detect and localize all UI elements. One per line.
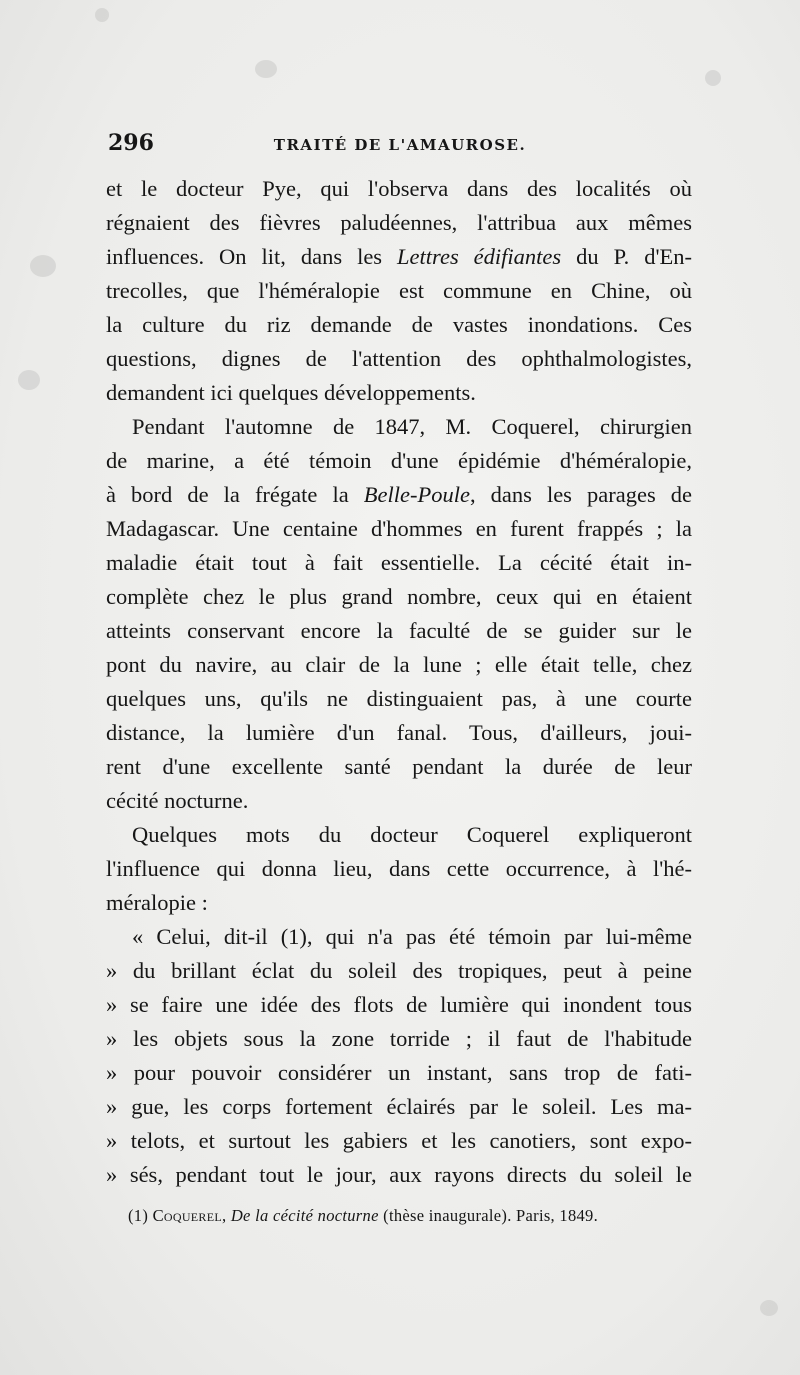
text-line: Pendant l'automne de 1847, M. Coquerel, chirurgien — [132, 414, 692, 439]
text-line: à bord de la frégate la Belle-Poule, dans les parages de — [106, 482, 692, 507]
text-line: et le docteur Pye, qui l'observa dans des localités où — [106, 176, 692, 201]
footnote-marker: (1) — [128, 1206, 149, 1225]
quote-line: » sés, pendant tout le jour, aux rayons directs du soleil le — [106, 1162, 692, 1187]
footnote: (1) Coquerel, De la cécité nocturne (thèse inaugurale). Paris, 1849. — [128, 1206, 599, 1225]
text-line: quelques uns, qu'ils ne distinguaient pas, à une courte — [106, 686, 692, 711]
quote-line: » du brillant éclat du soleil des tropiques, peut à peine — [106, 958, 692, 983]
paper-speck — [30, 255, 56, 277]
running-title: TRAITÉ DE L'AMAUROSE. — [273, 136, 527, 154]
quote-line: » pour pouvoir considérer un instant, sans trop de fati- — [106, 1060, 692, 1085]
text-line: atteints conservant encore la faculté de se guider sur le — [106, 618, 692, 643]
paper-speck — [255, 60, 277, 78]
text-line: méralopie : — [106, 890, 208, 915]
text-line: régnaient des fièvres paludéennes, l'attribua aux mêmes — [106, 210, 692, 235]
text-line: rent d'une excellente santé pendant la durée de leur — [106, 754, 692, 779]
paper-speck — [18, 370, 40, 390]
quote-line: » telots, et surtout les gabiers et les canotiers, sont expo- — [106, 1128, 692, 1153]
footnote-rest: (thèse inaugurale). Paris, 1849. — [383, 1206, 599, 1225]
text-line: la culture du riz demande de vastes inondations. Ces — [106, 312, 692, 337]
text-line: Madagascar. Une centaine d'hommes en furent frappés ; la — [106, 516, 692, 541]
quote-line: « Celui, dit-il (1), qui n'a pas été témoin par lui-même — [132, 924, 692, 949]
page-number: 296 — [108, 130, 154, 156]
quote-line: » se faire une idée des flots de lumière qui inondent tous — [106, 992, 692, 1017]
footnote-title: De la cécité nocturne — [230, 1206, 379, 1225]
text-line: trecolles, que l'héméralopie est commune en Chine, où — [106, 278, 692, 303]
footnote-author: Coquerel — [152, 1206, 222, 1225]
quote-line: » les objets sous la zone torride ; il faut de l'habitude — [106, 1026, 692, 1051]
text-line: influences. On lit, dans les Lettres édifiantes du P. d'En- — [106, 244, 693, 269]
text-line: l'influence qui donna lieu, dans cette occurrence, à l'hé- — [106, 856, 692, 881]
paper-speck — [705, 70, 721, 86]
paper-speck — [760, 1300, 778, 1316]
text-line: pont du navire, au clair de la lune ; elle était telle, chez — [106, 652, 692, 677]
text-line: distance, la lumière d'un fanal. Tous, d'ailleurs, joui- — [106, 720, 692, 745]
text-line: cécité nocturne. — [106, 788, 249, 813]
paper-speck — [95, 8, 109, 22]
text-line: questions, dignes de l'attention des ophthalmologistes, — [106, 346, 692, 371]
text-line: Quelques mots du docteur Coquerel expliqueront — [132, 822, 692, 847]
text-line: demandent ici quelques développements. — [106, 380, 476, 405]
body-text — [106, 172, 692, 1192]
quote-line: » gue, les corps fortement éclairés par le soleil. Les ma- — [106, 1094, 692, 1119]
text-line: maladie était tout à fait essentielle. La cécité était in- — [106, 550, 692, 575]
page-header — [108, 130, 692, 162]
text-line: complète chez le plus grand nombre, ceux qui en étaient — [106, 584, 692, 609]
text-line: de marine, a été témoin d'une épidémie d'héméralopie, — [106, 448, 692, 473]
